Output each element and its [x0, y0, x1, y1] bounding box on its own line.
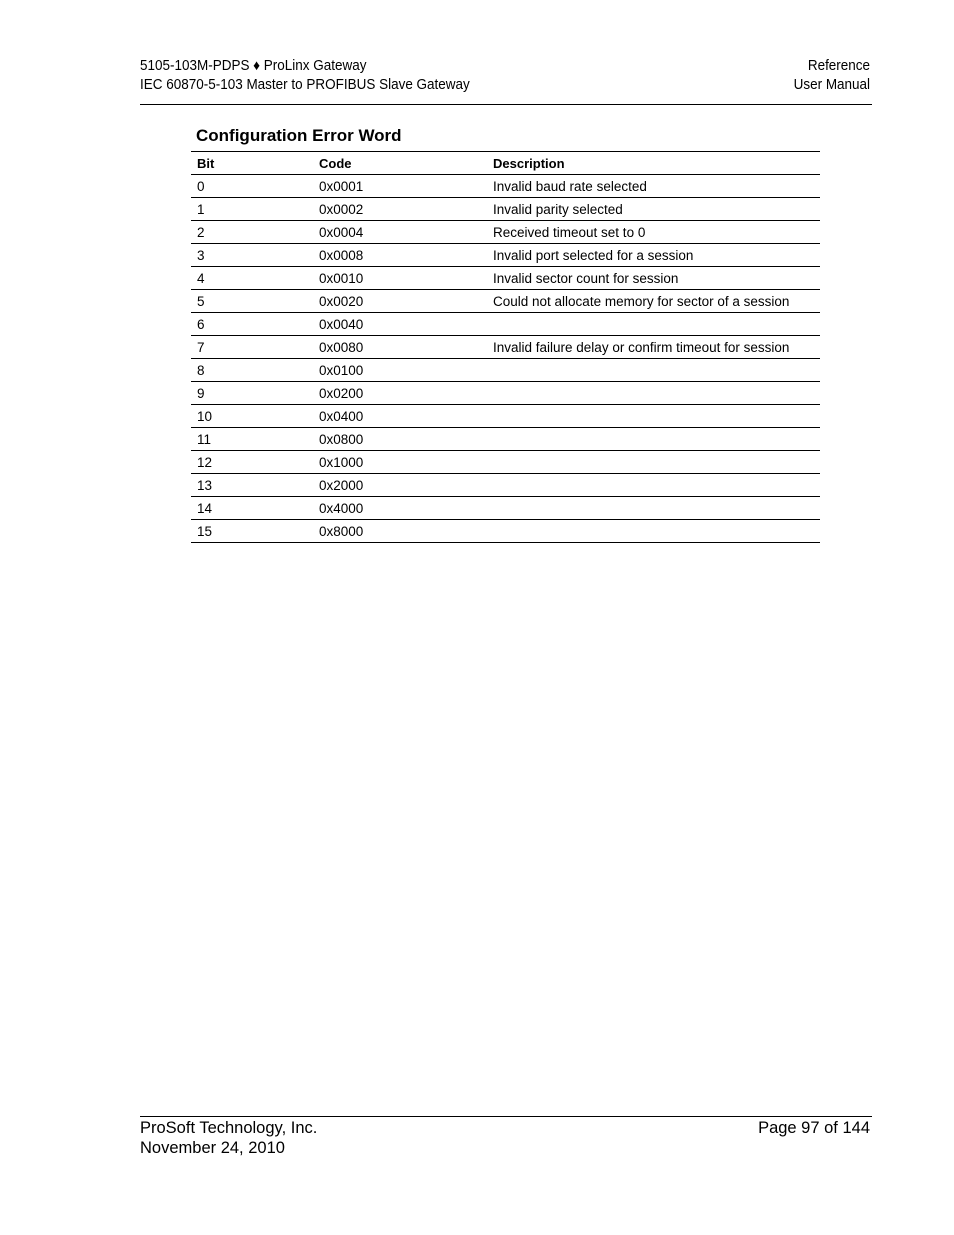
- cell-code: 0x4000: [313, 497, 487, 520]
- header-product-description: IEC 60870-5-103 Master to PROFIBUS Slave Gateway: [140, 77, 470, 93]
- cell-code: 0x0100: [313, 359, 487, 382]
- cell-code: 0x0040: [313, 313, 487, 336]
- table-row: [191, 451, 820, 474]
- cell-code: 0x0008: [313, 244, 487, 267]
- table-row: [191, 336, 820, 359]
- cell-description: Invalid sector count for session: [487, 267, 820, 290]
- column-header-description: Description: [487, 152, 820, 175]
- header-left: [140, 57, 470, 95]
- header-product-line: 5105-103M-PDPS ♦ ProLinx Gateway: [140, 58, 367, 74]
- column-header-code: Code: [313, 152, 487, 175]
- section-title: Configuration Error Word: [196, 126, 402, 145]
- cell-description: Invalid parity selected: [487, 198, 820, 221]
- cell-bit: 12: [191, 451, 313, 474]
- table-row: [191, 428, 820, 451]
- cell-bit: 13: [191, 474, 313, 497]
- cell-bit: 6: [191, 313, 313, 336]
- cell-bit: 8: [191, 359, 313, 382]
- cell-bit: 14: [191, 497, 313, 520]
- table-body: [191, 175, 820, 543]
- cell-code: 0x0080: [313, 336, 487, 359]
- cell-code: 0x0010: [313, 267, 487, 290]
- cell-bit: 4: [191, 267, 313, 290]
- cell-bit: 9: [191, 382, 313, 405]
- cell-description: Invalid baud rate selected: [487, 175, 820, 198]
- cell-description: Received timeout set to 0: [487, 221, 820, 244]
- table-row: [191, 175, 820, 198]
- cell-description: [487, 382, 820, 405]
- footer-date: November 24, 2010: [140, 1138, 285, 1157]
- cell-code: 0x2000: [313, 474, 487, 497]
- cell-description: [487, 405, 820, 428]
- cell-description: [487, 359, 820, 382]
- configuration-error-table: [191, 151, 820, 543]
- cell-description: [487, 520, 820, 543]
- footer-page-number: Page 97 of 144: [758, 1119, 870, 1137]
- table-row: [191, 313, 820, 336]
- header-divider: [140, 104, 872, 105]
- footer-divider: [140, 1116, 872, 1117]
- table-row: [191, 382, 820, 405]
- cell-description: Invalid port selected for a session: [487, 244, 820, 267]
- cell-code: 0x0004: [313, 221, 487, 244]
- table-row: [191, 359, 820, 382]
- cell-code: 0x0400: [313, 405, 487, 428]
- cell-code: 0x0002: [313, 198, 487, 221]
- table-row: [191, 198, 820, 221]
- cell-description: Could not allocate memory for sector of a session: [487, 290, 820, 313]
- table-row: [191, 244, 820, 267]
- cell-code: 0x0001: [313, 175, 487, 198]
- cell-description: [487, 497, 820, 520]
- cell-bit: 11: [191, 428, 313, 451]
- table-row: [191, 520, 820, 543]
- cell-code: 0x0800: [313, 428, 487, 451]
- table-row: [191, 474, 820, 497]
- header-section-name: Reference: [807, 58, 871, 74]
- table-row: [191, 221, 820, 244]
- footer-left: [140, 1119, 317, 1158]
- table-row: [191, 497, 820, 520]
- cell-bit: 7: [191, 336, 313, 359]
- cell-bit: 0: [191, 175, 313, 198]
- cell-description: [487, 474, 820, 497]
- cell-description: [487, 451, 820, 474]
- cell-bit: 15: [191, 520, 313, 543]
- table-header-row: [191, 152, 820, 175]
- table-row: [191, 267, 820, 290]
- header-doc-type: User Manual: [793, 77, 871, 93]
- footer-company: ProSoft Technology, Inc.: [140, 1119, 318, 1137]
- table-row: [191, 290, 820, 313]
- cell-code: 0x1000: [313, 451, 487, 474]
- cell-description: Invalid failure delay or confirm timeout for session: [487, 336, 820, 359]
- cell-bit: 10: [191, 405, 313, 428]
- cell-bit: 5: [191, 290, 313, 313]
- cell-code: 0x0200: [313, 382, 487, 405]
- cell-bit: 1: [191, 198, 313, 221]
- cell-bit: 3: [191, 244, 313, 267]
- cell-code: 0x8000: [313, 520, 487, 543]
- header-right: [794, 57, 870, 95]
- cell-bit: 2: [191, 221, 313, 244]
- cell-code: 0x0020: [313, 290, 487, 313]
- column-header-bit: Bit: [191, 152, 313, 175]
- cell-description: [487, 428, 820, 451]
- table-row: [191, 405, 820, 428]
- cell-description: [487, 313, 820, 336]
